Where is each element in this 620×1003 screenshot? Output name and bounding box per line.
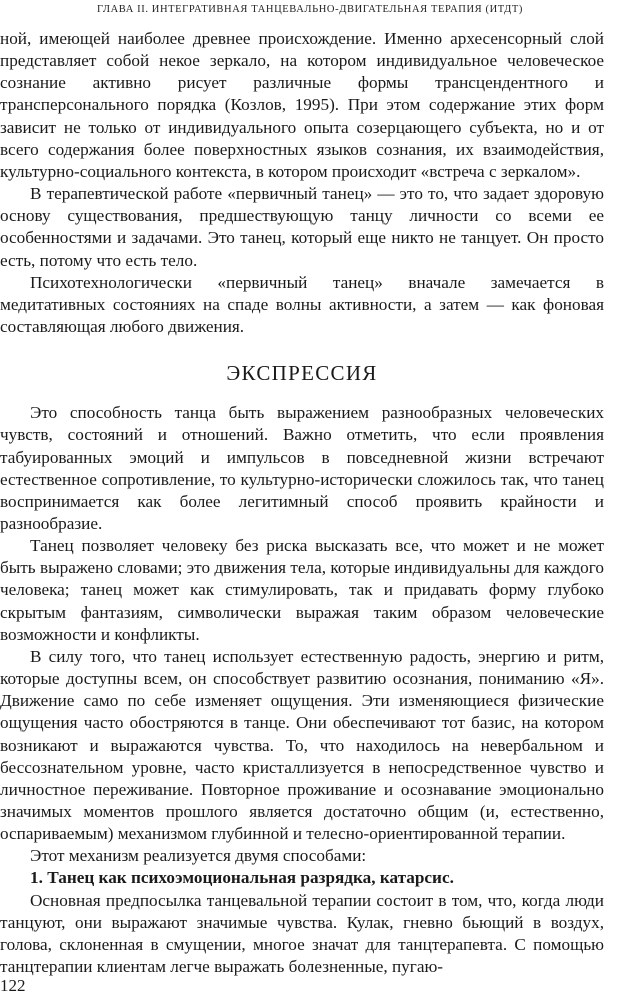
paragraph-premise: Основная предпосылка танцевальной терапии состоит в том, что, когда люди танцуют, они выражают значимые чувства. Кулак, гневно бьющий в воздух, голова, склоненная в смущении, многое значат для танцтерапевта. С помощью танцтерапии клиентам легче выражать болезненные, пугаю- [0, 890, 604, 977]
paragraph-primary-dance: В терапевтической работе «первичный танец» — это то, что задает здоровую основу существования, предшествующую танцу личности со всеми ее особенностями и задачами. Это танец, который еще никто не танцует. Он просто есть, потому что есть тело. [0, 184, 604, 270]
paragraph-dance-allows: Танец позволяет человеку без риска высказать все, что может и не может быть выражено словами; это движения тела, которые индивидуальны для каждого человека; танец может как стимулировать, так и придавать форму глубоко скрытым фантазиям, символически выражая таким образом человеческие возможности и конфликты. [0, 536, 604, 644]
page-number: 122 [0, 976, 26, 995]
list-item-catharsis: 1. Танец как психоэмоциональная разрядка, катарсис. [30, 868, 454, 888]
paragraph-continuation: ной, имеющей наиболее древнее происхождение. Именно архесенсорный слой представляет собой некое зеркало, на котором индивидуальное человеческое сознание активно рисует различные формы трансцендентного и трансперсонального порядка (Козлов, 1995). При этом содержание этих форм зависит не только от индивидуального опыта созерцающего субъекта, но и от всего содержания более поверхностных языков сознания, их взаимодействия, культурно-социального контекста, в котором происходит «встреча с зеркалом». [0, 29, 604, 181]
paragraph-awareness: В силу того, что танец использует естественную радость, энергию и ритм, которые доступны всем, он способствует развитию осознания, пониманию «Я». Движение само по себе изменяет ощущения. Эти изменяющиеся физические ощущения часто обостряются в танце. Они обеспечивают тот базис, на котором возникают и выражаются чувства. То, что находилось на невербальном и бессознательном уровне, часто кристаллизуется в непосредственное чувство и личностное переживание. Повторное проживание и осознавание эмоционально значимых моментов прошлого является достаточно общим (и, естественно, оспариваемым) механизмом глубинной и телесно-ориентированной терапии. [0, 646, 604, 844]
section-heading: ЭКСПРЕССИЯ [226, 361, 378, 386]
running-header: ГЛАВА II. ИНТЕГРАТИВНАЯ ТАНЦЕВАЛЬНО-ДВИГАТЕЛЬНАЯ ТЕРАПИЯ (ИТДТ) [97, 4, 523, 15]
paragraph-psychotechnology: Психотехнологически «первичный танец» вначале замечается в медитативных состояниях на спаде волны активности, а затем — как фоновая составляющая любого движения. [0, 272, 604, 337]
paragraph-mechanism: Этот механизм реализуется двумя способами: [30, 846, 367, 866]
paragraph-expression-definition: Это способность танца быть выражением разнообразных человеческих чувств, состояний и отношений. Важно отметить, что если проявления табуированных эмоций и импульсов в повседневной жизни встречают естественное сопротивление, то культурно-исторически сложилось так, что танец воспринимается как более легитимный способ проявить крайности и разнообразие. [0, 403, 604, 533]
page-body [0, 28, 604, 978]
